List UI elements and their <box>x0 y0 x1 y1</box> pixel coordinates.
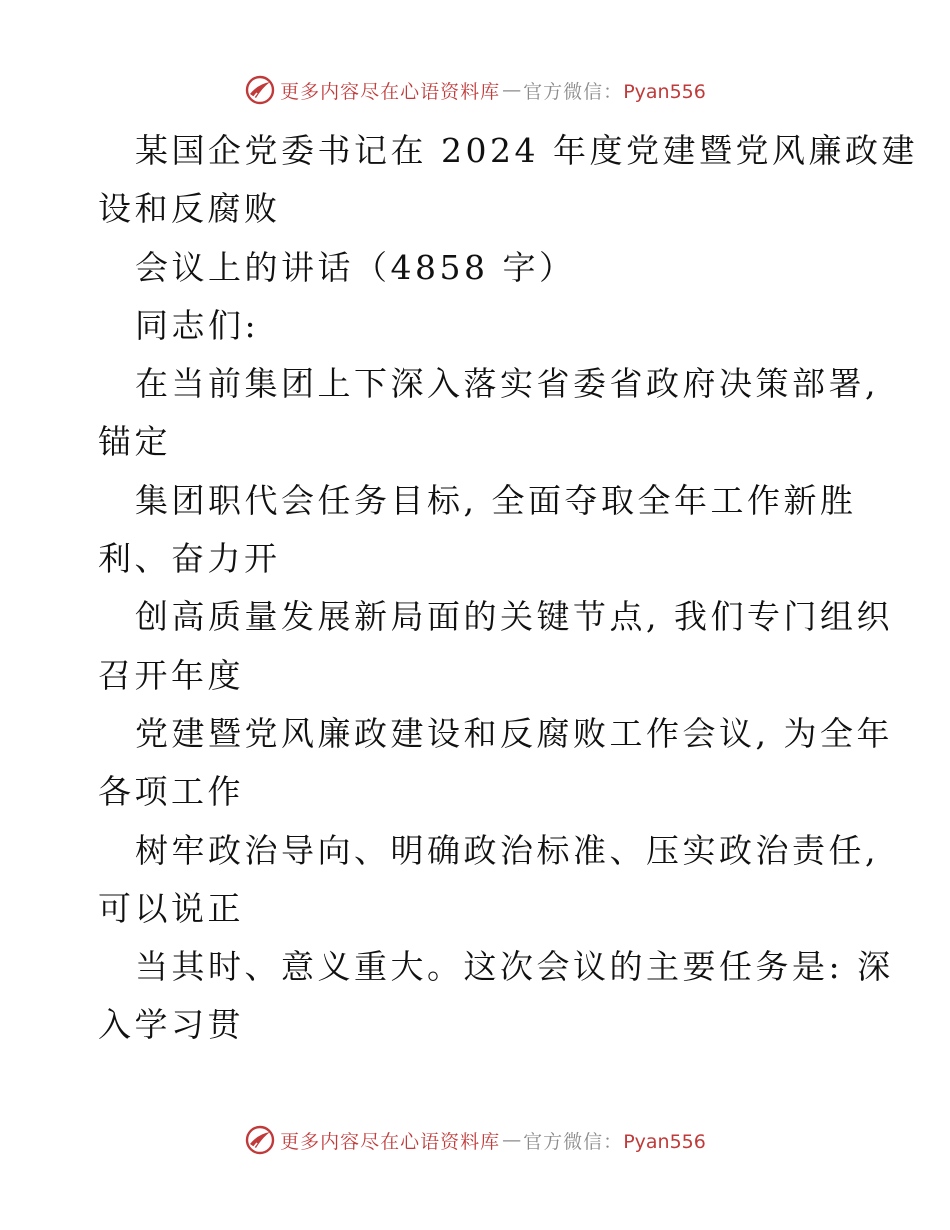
watermark-contact <box>523 77 706 104</box>
doc-line: 党建暨党风廉政建设和反腐败工作会议, 为全年 <box>135 713 893 753</box>
watermark-contact-label: 官方微信： <box>523 80 624 103</box>
doc-line: 利、奋力开 <box>98 539 281 579</box>
watermark-separator: — <box>502 1129 522 1151</box>
document-body <box>98 122 918 1055</box>
watermark-contact-label: 官方微信： <box>523 1130 624 1153</box>
pen-logo-icon <box>244 74 276 106</box>
doc-line: 入学习贯 <box>98 1005 244 1045</box>
doc-line: 集团职代会任务目标, 全面夺取全年工作新胜 <box>135 480 857 520</box>
watermark-contact-handle: Pyan556 <box>623 1130 706 1153</box>
watermark-contact <box>523 1127 706 1154</box>
header-watermark <box>0 70 950 110</box>
doc-line: 某国企党委书记在 2024 年度党建暨党风廉政建 <box>135 131 918 170</box>
pen-logo-icon <box>244 1124 276 1156</box>
doc-line: 同志们: <box>135 305 260 345</box>
watermark-contact-handle: Pyan556 <box>623 80 706 103</box>
doc-line: 设和反腐败 <box>98 189 281 229</box>
doc-line: 当其时、意义重大。这次会议的主要任务是: 深 <box>135 947 894 987</box>
doc-line: 树牢政治导向、明确政治标准、压实政治责任, <box>135 830 879 870</box>
doc-line: 可以说正 <box>98 888 244 928</box>
doc-line: 会议上的讲话（4858 字） <box>135 247 576 287</box>
watermark-separator: — <box>502 79 522 101</box>
doc-line: 在当前集团上下深入落实省委省政府决策部署, <box>135 364 879 404</box>
doc-line: 召开年度 <box>98 655 244 695</box>
footer-watermark <box>0 1120 950 1160</box>
doc-line: 各项工作 <box>98 772 244 812</box>
doc-line: 创高质量发展新局面的关键节点, 我们专门组织 <box>135 597 893 637</box>
doc-line: 锚定 <box>98 422 171 462</box>
watermark-text: 更多内容尽在心语资料库 <box>280 80 501 103</box>
watermark-text: 更多内容尽在心语资料库 <box>280 1130 501 1153</box>
